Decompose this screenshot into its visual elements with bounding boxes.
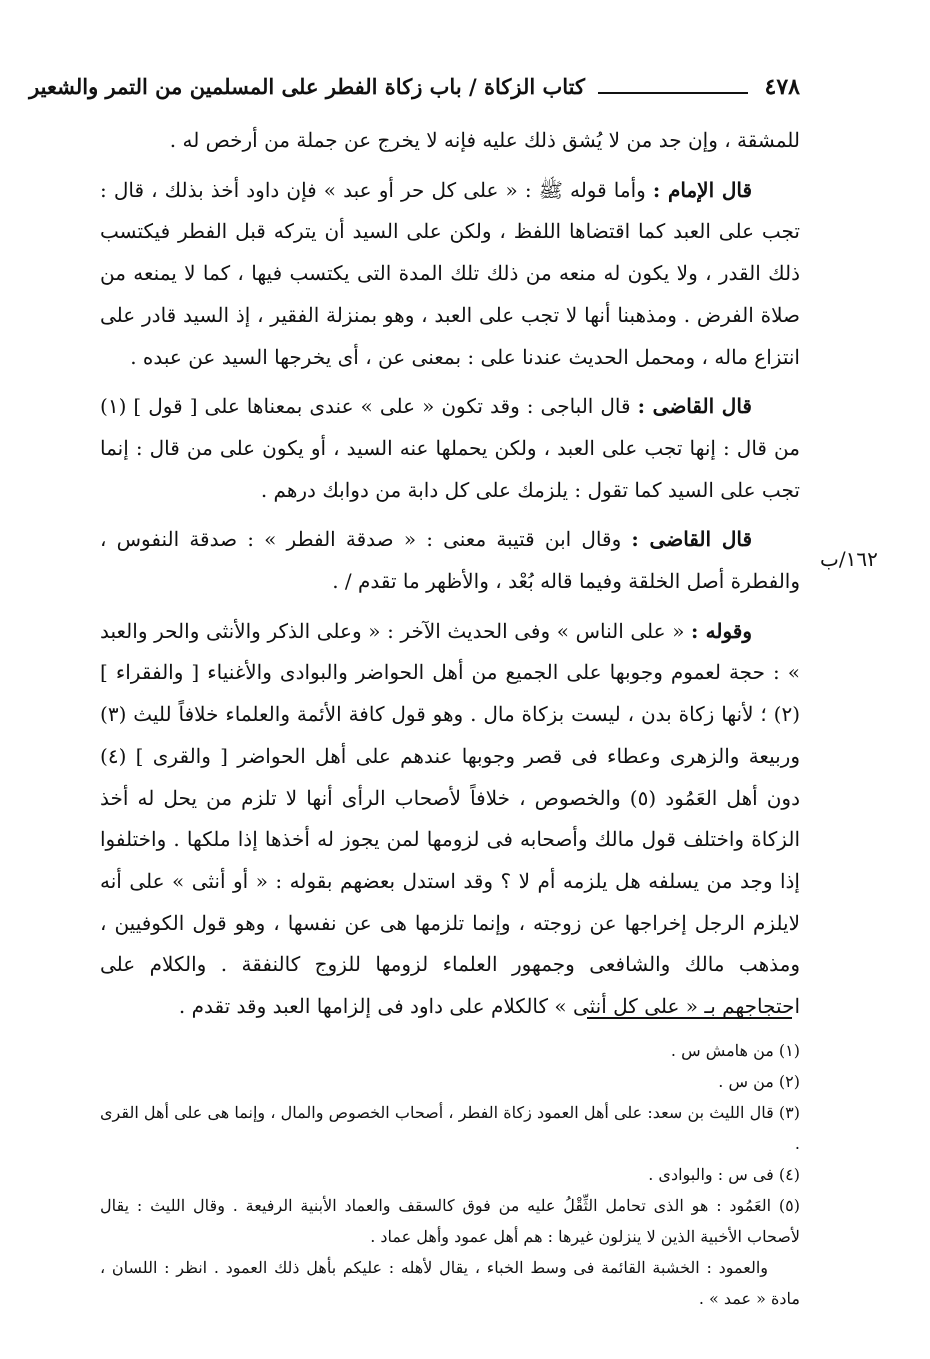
page-number: ٤٧٨: [764, 74, 800, 100]
paragraph: [100, 120, 800, 162]
footnotes: [100, 1035, 800, 1314]
header-rule: [598, 92, 748, 94]
running-header: [29, 68, 800, 108]
paragraph-text: وقال ابن قتيبة معنى : « صدقة الفطر » : صدقة النفوس ، والفطرة أصل الخلقة وفيما قاله بُعْد ، والأظهر ما تقدم / .: [100, 527, 800, 594]
paragraph-lead: قال الإمام :: [652, 177, 753, 202]
footnote: (١) من هامش س .: [670, 1041, 800, 1060]
footnote: (٥) العَمُود : هو الذى تحامل الثِّقْلُ عليه من فوق كالسقف والعماد الأبنية الرفيعة . وقال الليث : يقال لأصحاب الأخبية الذين لا ينزلون غيرها : هم أهل عمود وأهل عماد .: [100, 1196, 800, 1246]
paragraph-text: للمشقة ، وإن جد من لا يُشق ذلك عليه فإنه لا يخرج عن جملة من أرخص له .: [169, 128, 800, 152]
header-title: كتاب الزكاة / باب زكاة الفطر على المسلمين من التمر والشعير: [29, 74, 585, 99]
paragraph-text: وأما قوله ﷺ : « على كل حر أو عبد » فإن داود أخذ بذلك ، قال : تجب على العبد كما اقتضاها اللفظ ، ولكن على السيد أن يتركه قبل الفطر فيكتسب ذلك القدر ، ولا يكون له منعه من ذلك تلك المدة التى يكتسب فيها ، كما لا يمنعه من صلاة الفرض . ومذهبنا أنها لا تجب على العبد ، وهو بمنزلة الفقير ، إذ السيد قادر على انتزاع ماله ، ومحمل الحديث عندنا على : بمعنى عن ، أى يخرجها السيد عن عبده .: [100, 177, 800, 369]
paragraph-lead: قال القاضى :: [631, 527, 752, 552]
footnote: (٣) قال الليث بن سعد: على أهل العمود زكاة الفطر ، أصحاب الخصوص والمال ، وإنما هى على أهل القرى .: [100, 1103, 801, 1153]
margin-folio-note: ١٦٢/ب: [820, 547, 878, 571]
paragraph: [100, 386, 800, 511]
main-text: [100, 120, 800, 1028]
paragraph: [100, 611, 800, 1028]
footnote-separator: [587, 1017, 792, 1019]
paragraph-text: « على الناس » وفى الحديث الآخر : « وعلى الذكر والأنثى والحر والعبد » : حجة لعموم وجوبها على الجميع من أهل الحواضر والبوادى والأغنياء [ والفقراء ] (٢) ؛ لأنها زكاة بدن ، ليست بزكاة مال . وهو قول كافة الأئمة والعلماء خلافاً لليث (٣) وربيعة والزهرى وعطاء فى قصر وجوبها عندهم على أهل الحواضر [ والقرى ] (٤) دون أهل العَمُود (٥) والخصوص ، خلافاً لأصحاب الرأى أنها لا تلزم من يحل له أخذ الزكاة واختلف قول مالك وأصحابه فى لزومها لمن يجوز له أخذها إذا ملكها . واختلفوا إذا وجد من يسلفه هل يلزمه أم لا ؟ وقد استدل بعضهم بقوله : « أو أنثى » على أنه لايلزم الرجل إخراجها عن زوجته ، وإنما تلزمها هى عن نفسها ، وهو قول الكوفيين ، ومذهب مالك والشافعى وجمهور العلماء لزومها للزوج كالنفقة . والكلام على احتجاجهم بـ « على كل أنثى » كالكلام على داود فى إلزامها العبد وقد تقدم .: [100, 618, 801, 1019]
footnote: (٤) فى س : والبوادى .: [648, 1165, 800, 1184]
paragraph-lead: وقوله :: [691, 618, 753, 643]
paragraph: [100, 170, 800, 379]
footnote: (٢) من س .: [718, 1072, 800, 1091]
paragraph-lead: قال القاضى :: [637, 394, 752, 419]
paragraph: [100, 519, 800, 602]
footnote-continuation: والعمود : الخشبة القائمة فى وسط الخباء ، يقال لأهله : عليكم بأهل ذلك العمود . انظر : اللسان ، مادة « عمد » .: [100, 1258, 800, 1308]
paragraph-text: قال الباجى : وقد تكون « على » عندى بمعناها على [ قول ] (١) من قال : إنها تجب على العبد ، ولكن يحملها عنه السيد ، أو يكون على من قال : إنما تجب على السيد كما تقول : يلزمك على كل دابة من دوابك درهم .: [100, 394, 800, 502]
